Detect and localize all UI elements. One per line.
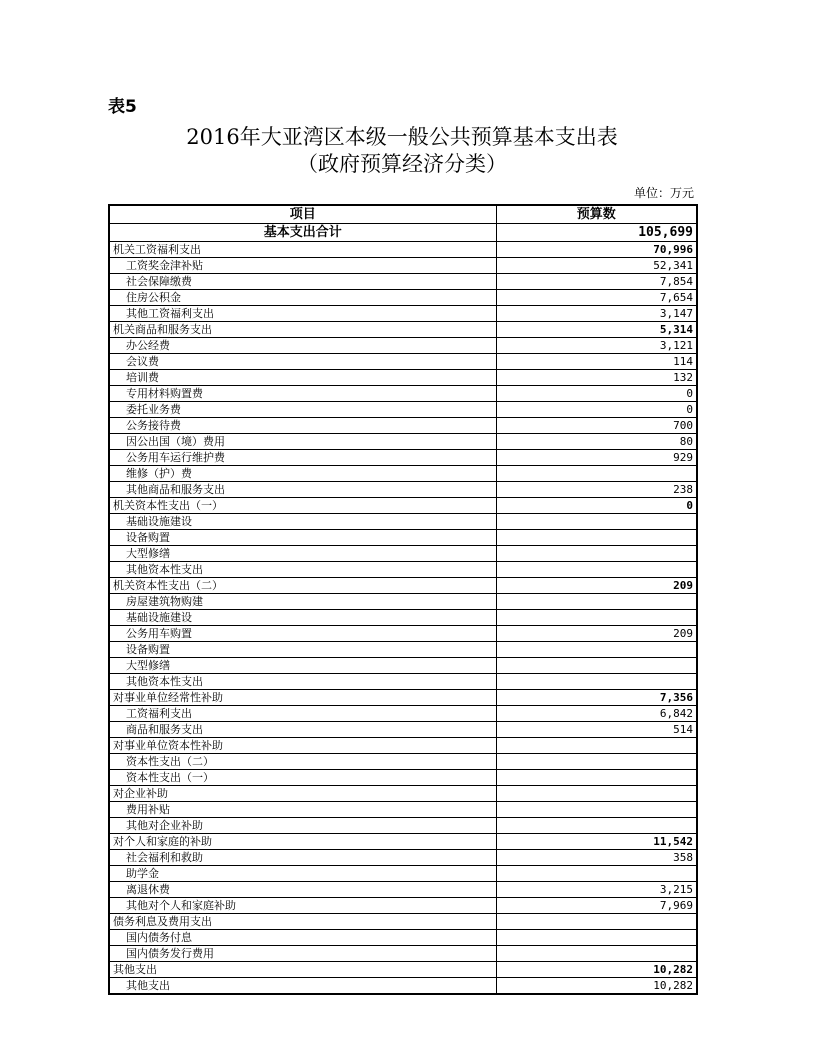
row-budget-value xyxy=(496,529,697,545)
row-item-name: 其他工资福利支出 xyxy=(109,305,496,321)
row-budget-value xyxy=(496,513,697,529)
table-row xyxy=(109,433,697,449)
table-row xyxy=(109,273,697,289)
row-budget-value xyxy=(496,609,697,625)
row-budget-value: 7,356 xyxy=(496,689,697,705)
table-row xyxy=(109,657,697,673)
row-budget-value: 0 xyxy=(496,385,697,401)
row-budget-value: 10,282 xyxy=(496,977,697,994)
row-budget-value xyxy=(496,641,697,657)
table-row xyxy=(109,321,697,337)
row-budget-value xyxy=(496,737,697,753)
column-header-budget: 预算数 xyxy=(496,205,697,223)
row-budget-value xyxy=(496,465,697,481)
row-budget-value xyxy=(496,657,697,673)
row-budget-value: 114 xyxy=(496,353,697,369)
table-row xyxy=(109,289,697,305)
row-item-name: 国内债务付息 xyxy=(109,929,496,945)
row-budget-value: 358 xyxy=(496,849,697,865)
row-item-name: 其他资本性支出 xyxy=(109,673,496,689)
row-budget-value xyxy=(496,913,697,929)
row-budget-value: 0 xyxy=(496,497,697,513)
row-item-name: 社会福利和救助 xyxy=(109,849,496,865)
table-row xyxy=(109,577,697,593)
row-budget-value xyxy=(496,865,697,881)
row-item-name: 离退休费 xyxy=(109,881,496,897)
table-row xyxy=(109,865,697,881)
table-row xyxy=(109,945,697,961)
row-budget-value: 3,121 xyxy=(496,337,697,353)
row-budget-value: 11,542 xyxy=(496,833,697,849)
table-row xyxy=(109,721,697,737)
row-item-name: 基础设施建设 xyxy=(109,513,496,529)
row-item-name: 维修（护）费 xyxy=(109,465,496,481)
unit-label: 单位：万元 xyxy=(633,186,694,200)
row-item-name: 对企业补助 xyxy=(109,785,496,801)
table-row xyxy=(109,401,697,417)
row-item-name: 委托业务费 xyxy=(109,401,496,417)
table-row xyxy=(109,641,697,657)
table-row xyxy=(109,625,697,641)
table-row xyxy=(109,241,697,257)
row-item-name: 设备购置 xyxy=(109,641,496,657)
table-row xyxy=(109,497,697,513)
row-budget-value: 132 xyxy=(496,369,697,385)
row-budget-value: 0 xyxy=(496,401,697,417)
table-number-label: 表5 xyxy=(108,97,137,117)
table-row xyxy=(109,897,697,913)
table-header-row xyxy=(109,205,697,223)
row-budget-value: 238 xyxy=(496,481,697,497)
row-item-name: 公务用车运行维护费 xyxy=(109,449,496,465)
row-budget-value xyxy=(496,593,697,609)
row-item-name: 资本性支出（二） xyxy=(109,753,496,769)
row-item-name: 专用材料购置费 xyxy=(109,385,496,401)
row-budget-value: 70,996 xyxy=(496,241,697,257)
document-subtitle: （政府预算经济分类） xyxy=(297,152,507,176)
row-item-name: 其他商品和服务支出 xyxy=(109,481,496,497)
row-item-name: 大型修缮 xyxy=(109,657,496,673)
row-budget-value: 7,854 xyxy=(496,273,697,289)
budget-table xyxy=(108,204,698,995)
table-row xyxy=(109,449,697,465)
row-item-name: 其他支出 xyxy=(109,977,496,994)
row-item-name: 其他资本性支出 xyxy=(109,561,496,577)
row-item-name: 机关工资福利支出 xyxy=(109,241,496,257)
table-row xyxy=(109,545,697,561)
table-row xyxy=(109,673,697,689)
row-item-name: 机关资本性支出（一） xyxy=(109,497,496,513)
row-item-name: 国内债务发行费用 xyxy=(109,945,496,961)
row-item-name: 费用补贴 xyxy=(109,801,496,817)
row-item-name: 公务接待费 xyxy=(109,417,496,433)
table-row xyxy=(109,977,697,994)
row-item-name: 房屋建筑物购建 xyxy=(109,593,496,609)
row-item-name: 机关资本性支出（二） xyxy=(109,577,496,593)
table-row xyxy=(109,417,697,433)
row-item-name: 对事业单位经常性补助 xyxy=(109,689,496,705)
row-item-name: 商品和服务支出 xyxy=(109,721,496,737)
row-budget-value: 10,282 xyxy=(496,961,697,977)
row-budget-value: 3,147 xyxy=(496,305,697,321)
row-budget-value: 7,969 xyxy=(496,897,697,913)
row-item-name: 工资福利支出 xyxy=(109,705,496,721)
row-budget-value: 209 xyxy=(496,625,697,641)
table-row xyxy=(109,833,697,849)
row-budget-value: 929 xyxy=(496,449,697,465)
table-row xyxy=(109,913,697,929)
row-budget-value: 5,314 xyxy=(496,321,697,337)
column-header-item: 项目 xyxy=(109,205,496,223)
table-row xyxy=(109,353,697,369)
row-budget-value: 7,654 xyxy=(496,289,697,305)
total-value: 105,699 xyxy=(496,223,697,241)
table-row xyxy=(109,593,697,609)
table-row xyxy=(109,369,697,385)
row-item-name: 债务利息及费用支出 xyxy=(109,913,496,929)
row-item-name: 其他对个人和家庭补助 xyxy=(109,897,496,913)
row-budget-value xyxy=(496,785,697,801)
table-row xyxy=(109,385,697,401)
table-row xyxy=(109,529,697,545)
total-row xyxy=(109,223,697,241)
row-item-name: 对个人和家庭的补助 xyxy=(109,833,496,849)
row-budget-value: 514 xyxy=(496,721,697,737)
table-row xyxy=(109,737,697,753)
row-item-name: 培训费 xyxy=(109,369,496,385)
row-budget-value: 209 xyxy=(496,577,697,593)
row-item-name: 资本性支出（一） xyxy=(109,769,496,785)
row-item-name: 其他支出 xyxy=(109,961,496,977)
row-item-name: 公务用车购置 xyxy=(109,625,496,641)
table-row xyxy=(109,337,697,353)
table-row xyxy=(109,929,697,945)
row-item-name: 会议费 xyxy=(109,353,496,369)
table-row xyxy=(109,609,697,625)
table-row xyxy=(109,689,697,705)
row-budget-value xyxy=(496,945,697,961)
row-budget-value xyxy=(496,769,697,785)
table-row xyxy=(109,305,697,321)
table-row xyxy=(109,769,697,785)
table-row xyxy=(109,465,697,481)
row-item-name: 社会保障缴费 xyxy=(109,273,496,289)
table-row xyxy=(109,753,697,769)
document-title: 2016年大亚湾区本级一般公共预算基本支出表 xyxy=(186,125,618,149)
row-budget-value: 3,215 xyxy=(496,881,697,897)
table-row xyxy=(109,961,697,977)
row-item-name: 对事业单位资本性补助 xyxy=(109,737,496,753)
table-row xyxy=(109,785,697,801)
row-budget-value xyxy=(496,753,697,769)
row-budget-value xyxy=(496,561,697,577)
row-budget-value xyxy=(496,673,697,689)
row-item-name: 住房公积金 xyxy=(109,289,496,305)
row-item-name: 助学金 xyxy=(109,865,496,881)
row-budget-value: 80 xyxy=(496,433,697,449)
row-item-name: 其他对企业补助 xyxy=(109,817,496,833)
row-budget-value: 700 xyxy=(496,417,697,433)
table-row xyxy=(109,849,697,865)
row-budget-value: 52,341 xyxy=(496,257,697,273)
total-label: 基本支出合计 xyxy=(109,223,496,241)
row-budget-value: 6,842 xyxy=(496,705,697,721)
table-row xyxy=(109,481,697,497)
row-item-name: 基础设施建设 xyxy=(109,609,496,625)
table-row xyxy=(109,801,697,817)
row-budget-value xyxy=(496,817,697,833)
table-row xyxy=(109,257,697,273)
table-row xyxy=(109,817,697,833)
row-item-name: 办公经费 xyxy=(109,337,496,353)
row-budget-value xyxy=(496,545,697,561)
row-budget-value xyxy=(496,801,697,817)
row-item-name: 设备购置 xyxy=(109,529,496,545)
row-item-name: 因公出国（境）费用 xyxy=(109,433,496,449)
table-row xyxy=(109,881,697,897)
table-row xyxy=(109,705,697,721)
row-budget-value xyxy=(496,929,697,945)
row-item-name: 工资奖金津补贴 xyxy=(109,257,496,273)
table-row xyxy=(109,513,697,529)
table-row xyxy=(109,561,697,577)
row-item-name: 大型修缮 xyxy=(109,545,496,561)
row-item-name: 机关商品和服务支出 xyxy=(109,321,496,337)
